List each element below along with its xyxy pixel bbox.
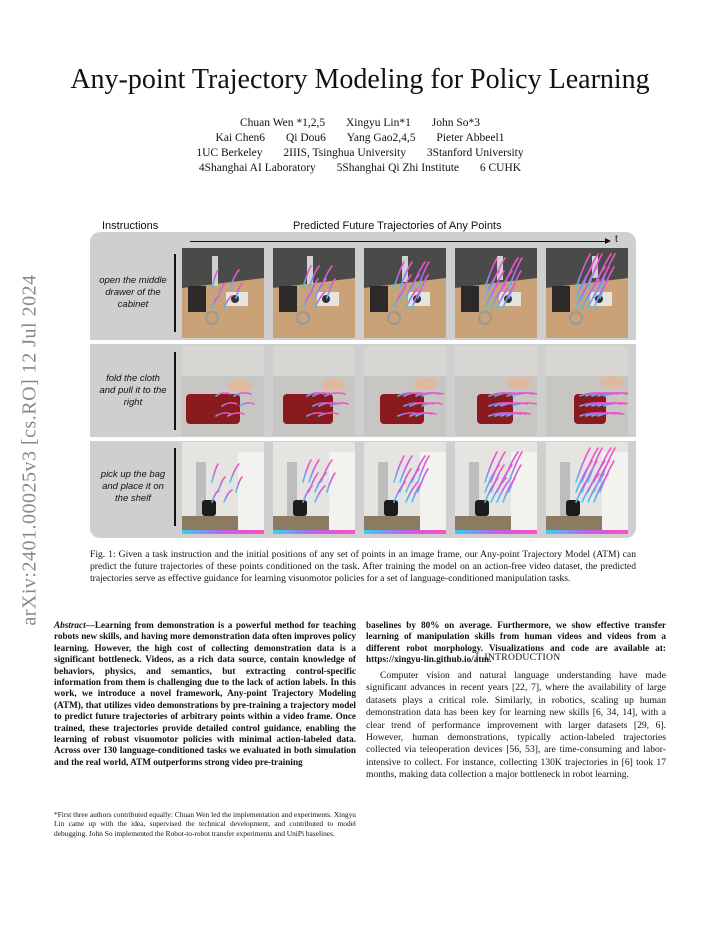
affiliation: 4Shanghai AI Laboratory: [198, 162, 316, 174]
trajectory-frame-image: [546, 442, 628, 532]
affiliation-line: [0, 161, 720, 176]
figure-panel: [90, 232, 636, 538]
trajectory-frame-image: [364, 346, 446, 436]
author: Chuan Wen *1,2,5: [240, 117, 326, 129]
row-divider: [174, 254, 176, 332]
abstract-text: —Learning from demonstration is a powerful method for teaching robots new skills, and having more demonstration data often improves policy learning. However, the high cost of collecting demonstration data is a significant bottleneck. Videos, as a rich data source, contain knowledge of behaviors, physics, and semantics, but extracting control-specific information from them is challenging due to the lack of action labels. In this work, we introduce a novel framework, Any-point Trajectory Modeling (ATM), that utilizes video demonstrations by pre-training a trajectory model to predict future trajectories of arbitrary points within a video frame. Once trained, these trajectories provide detailed control guidance, enabling the learning of robust visuomotor policies with minimal action-labeled data. Across over 130 language-conditioned tasks we evaluated in both simulation and the real world, ATM outperforms strong video pre-training: [54, 620, 356, 767]
time-axis-label: t: [615, 234, 618, 245]
trajectory-frame-image: [455, 442, 537, 532]
author-line: [0, 116, 720, 131]
affiliation-line: [0, 146, 720, 161]
figure-trajectories-header: Predicted Future Trajectories of Any Points: [293, 220, 502, 232]
affiliation: 6 CUHK: [479, 162, 522, 174]
row-separator: [90, 437, 636, 441]
trajectory-frame-image: [273, 346, 355, 436]
abstract-text-continued: baselines by 80% on average. Furthermore, we show effective transfer learning of manipulation skills from human videos and videos from a different robot morphology. Visualizations and code are available at: https://xingyu-lin.github.io/atm.: [366, 620, 666, 665]
trajectory-frame-image: [182, 248, 264, 338]
trajectory-frame-image: [182, 442, 264, 532]
author: Xingyu Lin*1: [346, 117, 411, 129]
row-divider: [174, 352, 176, 430]
trajectory-frame-image: [546, 248, 628, 338]
paper-title: Any-point Trajectory Modeling for Policy Learning: [70, 64, 650, 95]
author: Qi Dou6: [285, 132, 326, 144]
instruction-label: open the middle drawer of the cabinet: [99, 275, 167, 310]
trajectory-frame-image: [455, 346, 537, 436]
time-gradient-bar: [455, 530, 537, 534]
section-heading: I. INTRODUCTION: [475, 652, 561, 663]
arxiv-side-stamp: [6, 260, 54, 640]
figure-instructions-header: Instructions: [102, 220, 159, 232]
time-gradient-bar: [182, 530, 264, 534]
author: Yang Gao2,4,5: [346, 132, 416, 144]
abstract-column-left: [54, 620, 356, 768]
trajectory-frame-image: [182, 346, 264, 436]
time-gradient-bar: [273, 530, 355, 534]
affiliation: 5Shanghai Qi Zhi Institute: [336, 162, 459, 174]
abstract-label: Abstract: [54, 620, 86, 630]
instruction-label: fold the cloth and pull it to the right: [99, 373, 167, 408]
author: John So*3: [431, 117, 480, 129]
affiliation: 2IIIS, Tsinghua University: [283, 147, 406, 159]
author-footnote: *First three authors contributed equally: Chuan Wen led the implementation and experiments. Xingyu Lin came up with the idea, supervised the technical development, and contributed to model debugging. John So implemented the Robot-to-robot transfer experiments and UniPi baselines.: [54, 810, 356, 838]
figure-caption: Fig. 1: Given a task instruction and the initial positions of any set of points in an image frame, our Any-point Trajectory Model (ATM) can predict the future trajectories of these points conditioned on the task. After training the model on an action-free video dataset, the predicted trajectories serve as effective guidance for learning visuomotor policies for a set of language-conditioned manipulation tasks.: [90, 549, 636, 584]
trajectory-frame-image: [364, 442, 446, 532]
introduction-paragraph: Computer vision and natural language understanding have made significant advances in recent years [22, 7], where the availability of large datasets plays a critical role. Similarly, in robotics, scaling up human demonstration data has been key for learning new skills [6, 34, 14], with a clear trend of performance improvement with larger datasets [29, 6]. However, human demonstrations, typically action-labeled trajectories collected via teleoperation devices [56, 53], are time-consuming and labor-intensive to collect. For instance, collecting 130K trajectories in [6] took 17 months, making data collection a major bottleneck in robot learning.: [366, 670, 666, 781]
time-axis-arrow: [190, 241, 608, 242]
affiliation: 1UC Berkeley: [196, 147, 263, 159]
instruction-label: pick up the bag and place it on the shelf: [100, 469, 166, 504]
row-separator: [90, 340, 636, 344]
trajectory-frame-image: [455, 248, 537, 338]
author: Pieter Abbeel1: [436, 132, 505, 144]
trajectory-frame-image: [273, 442, 355, 532]
author: Kai Chen6: [215, 132, 266, 144]
time-gradient-bar: [546, 530, 628, 534]
trajectory-frame-image: [364, 248, 446, 338]
trajectory-frame-image: [273, 248, 355, 338]
row-divider: [174, 448, 176, 526]
affiliation: 3Stanford University: [426, 147, 524, 159]
trajectory-frame-image: [546, 346, 628, 436]
time-gradient-bar: [364, 530, 446, 534]
arxiv-id: arXiv:2401.00025v3 [cs.RO] 12 Jul 2024: [18, 274, 41, 626]
author-line: [0, 131, 720, 146]
author-block: [0, 116, 720, 176]
